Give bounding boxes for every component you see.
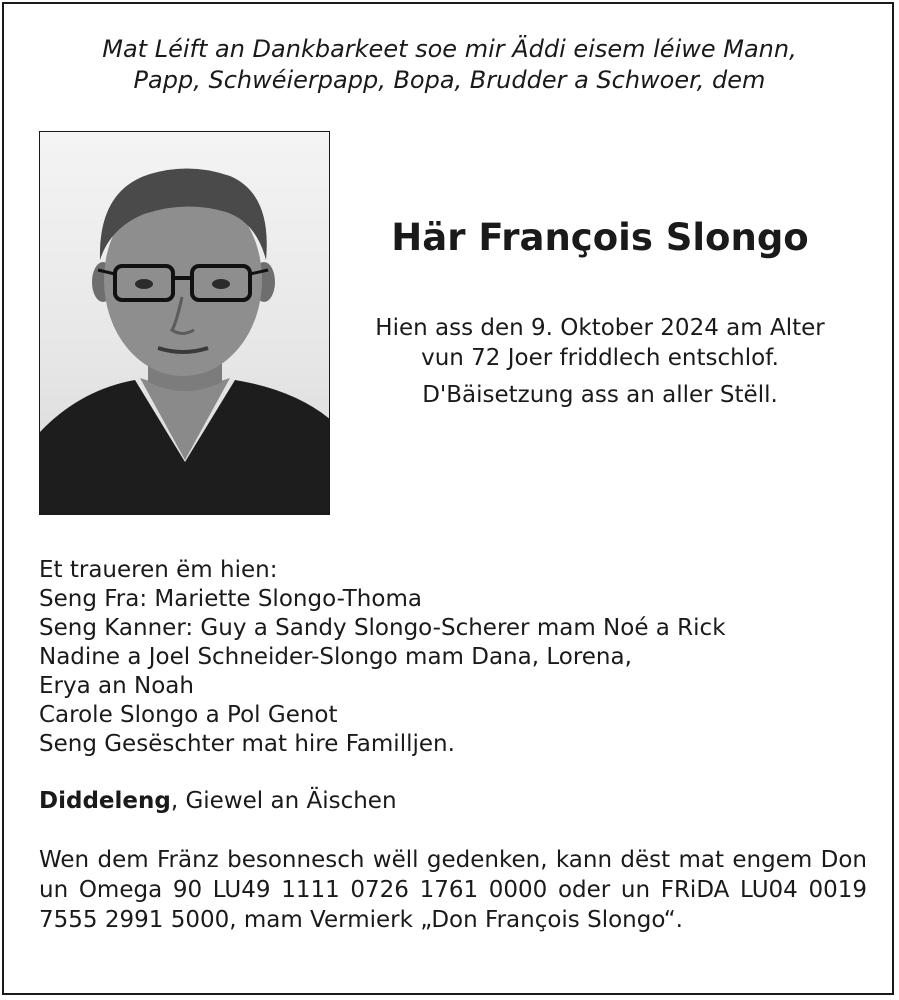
- place-line: [39, 786, 879, 816]
- intro-text: [0, 34, 899, 96]
- announcement-line: Hien ass den 9. Oktober 2024 am Alter: [375, 315, 825, 341]
- place-town: Diddeleng: [39, 788, 171, 814]
- portrait-illustration: [40, 132, 330, 515]
- place-rest: , Giewel an Äischen: [170, 788, 397, 814]
- mourner-line: Seng Fra: Mariette Slongo-Thoma: [39, 586, 422, 612]
- mourner-line: Seng Gesëschter mat hire Familljen.: [39, 731, 455, 757]
- mourner-line: Seng Kanner: Guy a Sandy Slongo-Scherer mam Noé a Rick: [39, 615, 726, 641]
- mourner-line: Nadine a Joel Schneider-Slongo mam Dana, Lorena,: [39, 644, 632, 670]
- deceased-name: Här François Slongo: [391, 216, 809, 259]
- mourner-line: Carole Slongo a Pol Genot: [39, 702, 338, 728]
- mourners-heading: Et traueren ëm hien:: [39, 557, 278, 583]
- announcement-line: vun 72 Joer friddlech entschlof.: [421, 345, 779, 371]
- portrait-photo: [39, 131, 330, 515]
- mourners-list: [39, 556, 879, 759]
- mourner-line: Erya an Noah: [39, 673, 194, 699]
- intro-line: Mat Léift an Dankbarkeet soe mir Äddi eisem léiwe Mann,: [102, 35, 797, 63]
- funeral-note: D'Bäisetzung ass an aller Stëll.: [422, 382, 778, 408]
- donation-text: Wen dem Fränz besonnesch wëll gedenken, kann dëst mat engem Don un Omega 90 LU49 1111 0726 1761 0000 oder un FRiDA LU04 0019 7555 2991 5000, mam Vermierk „Don François Slongo“.: [39, 847, 867, 933]
- death-announcement: [330, 313, 870, 410]
- intro-line: Papp, Schwéierpapp, Bopa, Brudder a Schwoer, dem: [133, 66, 766, 94]
